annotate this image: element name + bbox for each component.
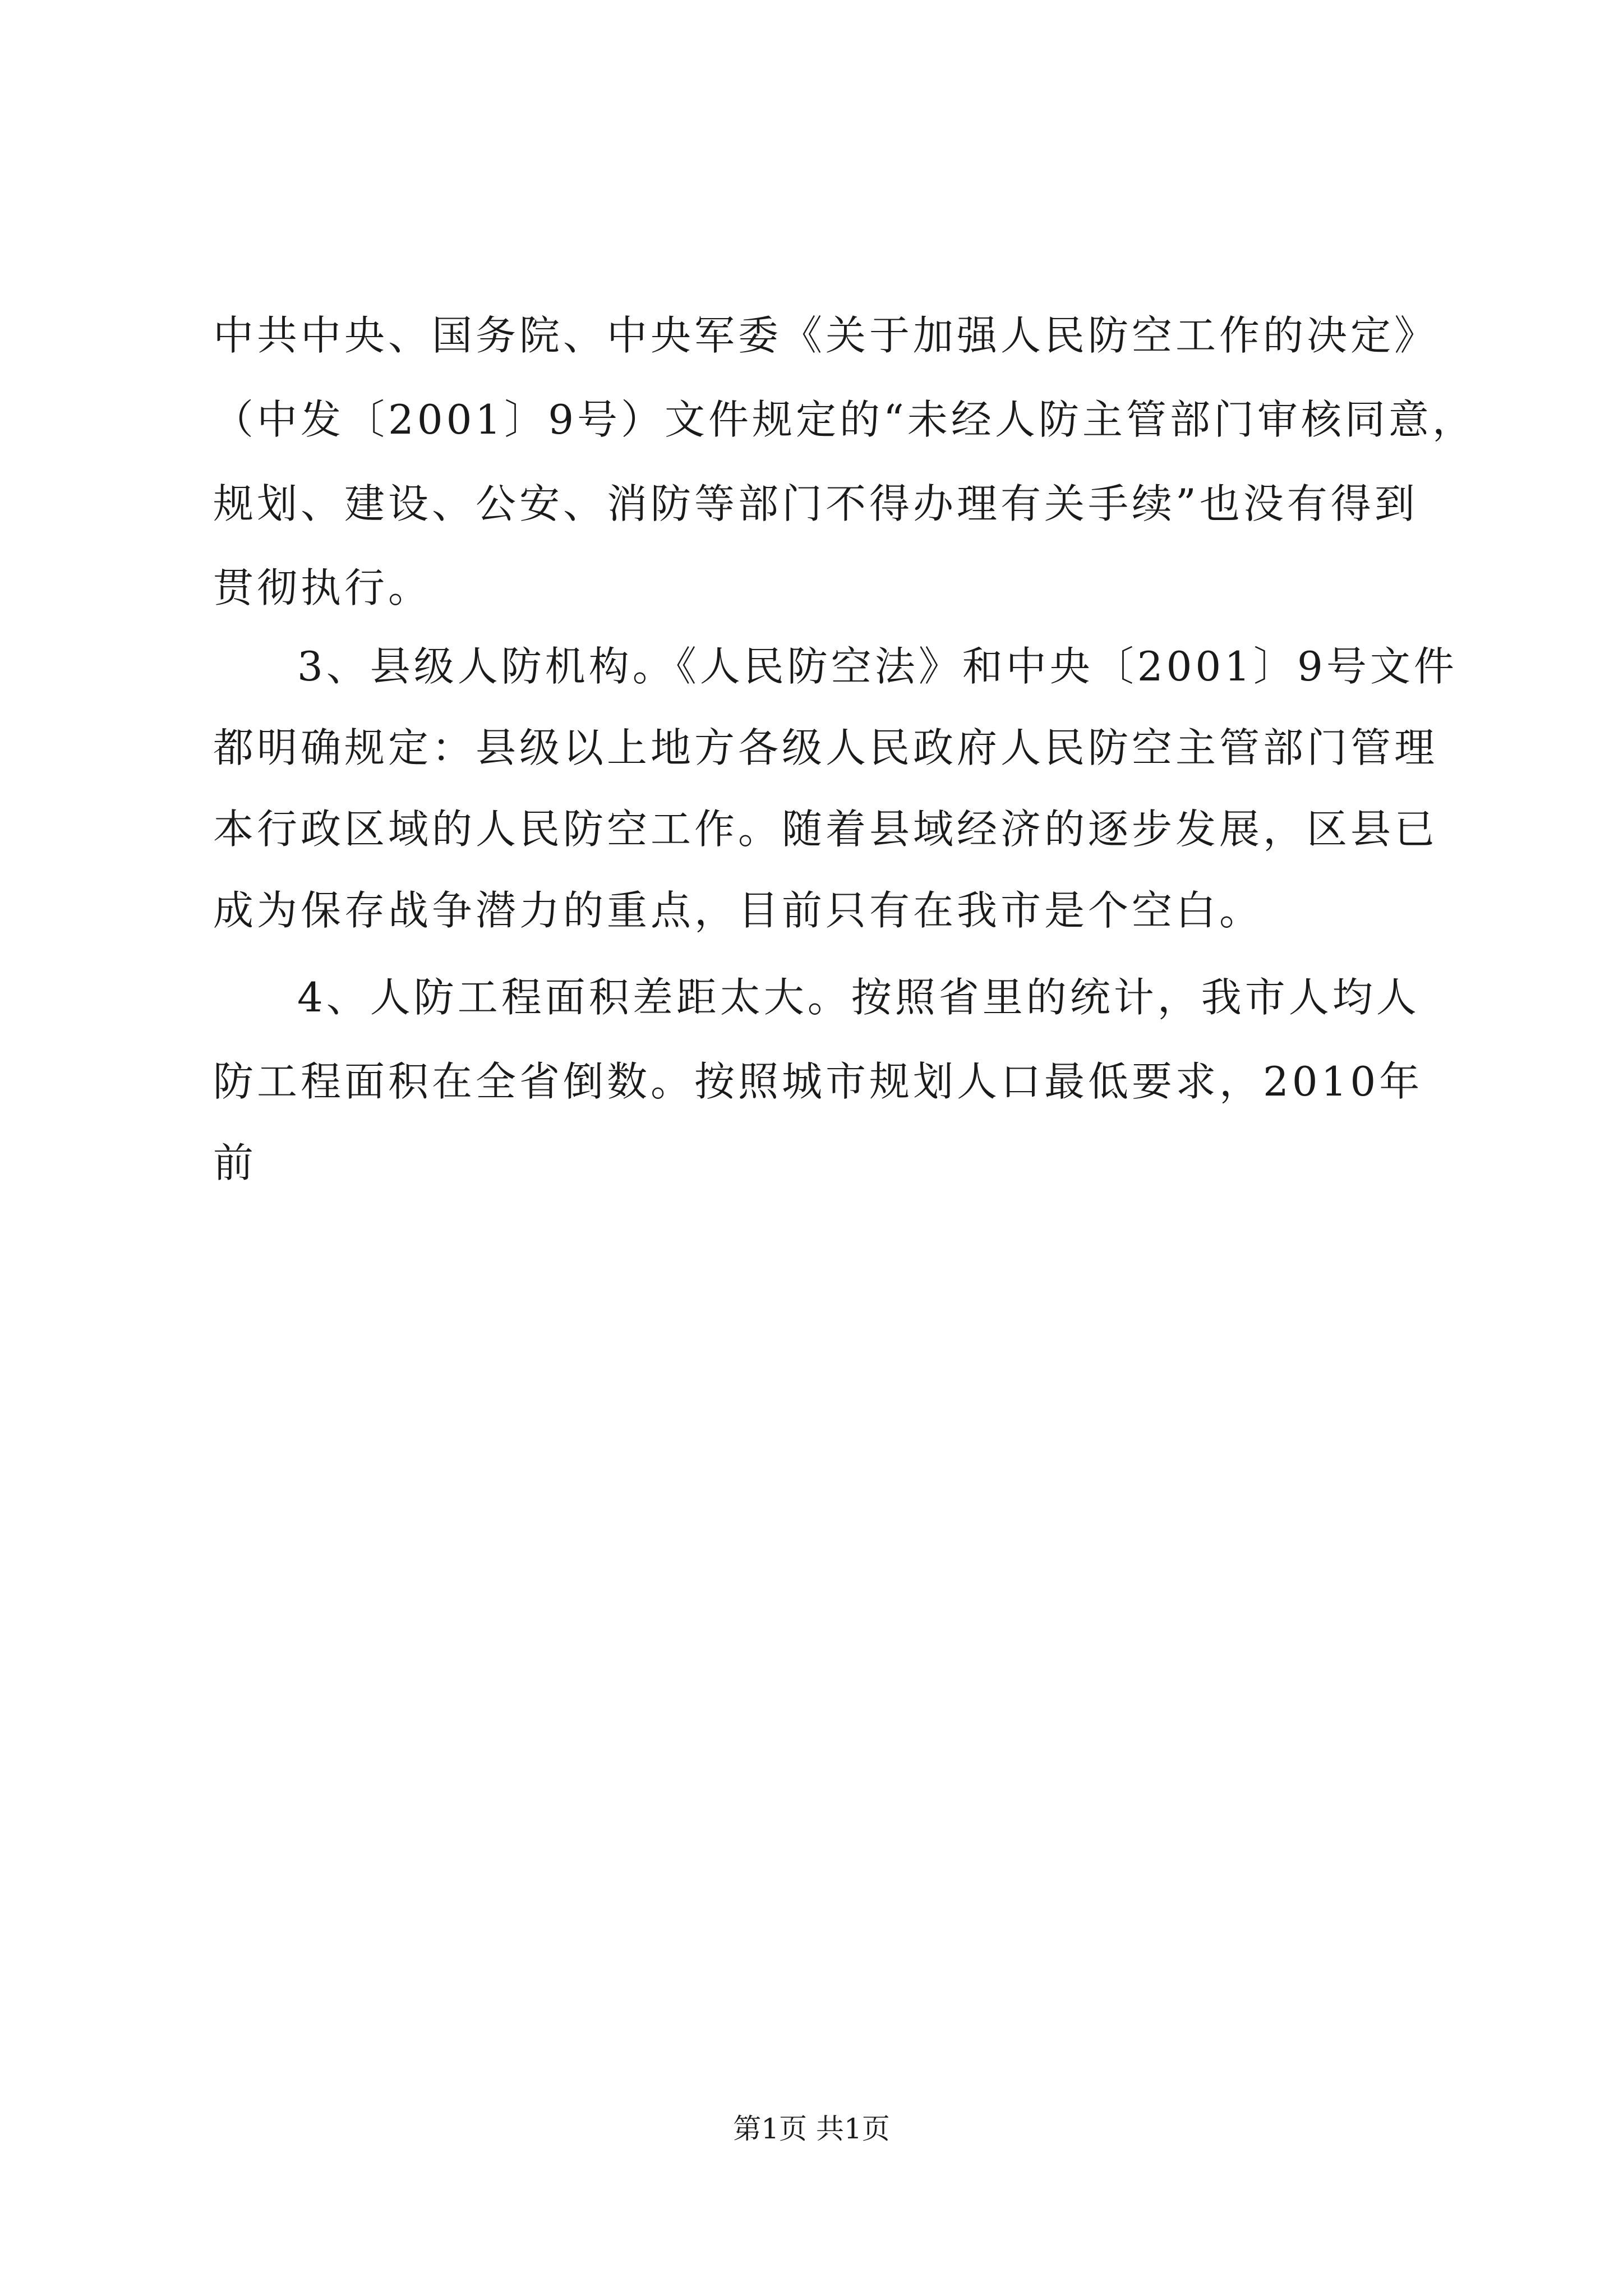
paragraph-1-line-4: 贯彻执行。 [213,564,432,611]
paragraph-3-line-1: 4、人防工程面积差距太大。按照省里的统计，我市人均人 [297,974,1420,1021]
page-footer: 第1页 共1页 [733,2113,890,2145]
paragraph-2-line-2: 都明确规定：县级以上地方各级人民政府人民防空主管部门管理 [213,724,1438,771]
paragraph-1-line-2: （中发〔2001〕9号）文件规定的“未经人防主管部门审核同意， [213,396,1476,443]
paragraph-1-line-3: 规划、建设、公安、消防等部门不得办理有关手续”也没有得到 [213,480,1418,527]
paragraph-2-line-3: 本行政区域的人民防空工作。随着县域经济的逐步发展，区县已 [213,806,1438,853]
paragraph-2-line-4: 成为保存战争潜力的重点，目前只有在我市是个空白。 [213,887,1264,934]
paragraph-3-line-3: 前 [213,1139,257,1186]
paragraph-3-line-2: 防工程面积在全省倒数。按照城市规划人口最低要求，2010年 [213,1058,1423,1105]
paragraph-1-line-1: 中共中央、国务院、中央军委《关于加强人民防空工作的决定》 [213,312,1438,359]
paragraph-2-line-1: 3、县级人防机构。《人民防空法》和中央〔2001〕9号文件 [297,643,1458,690]
